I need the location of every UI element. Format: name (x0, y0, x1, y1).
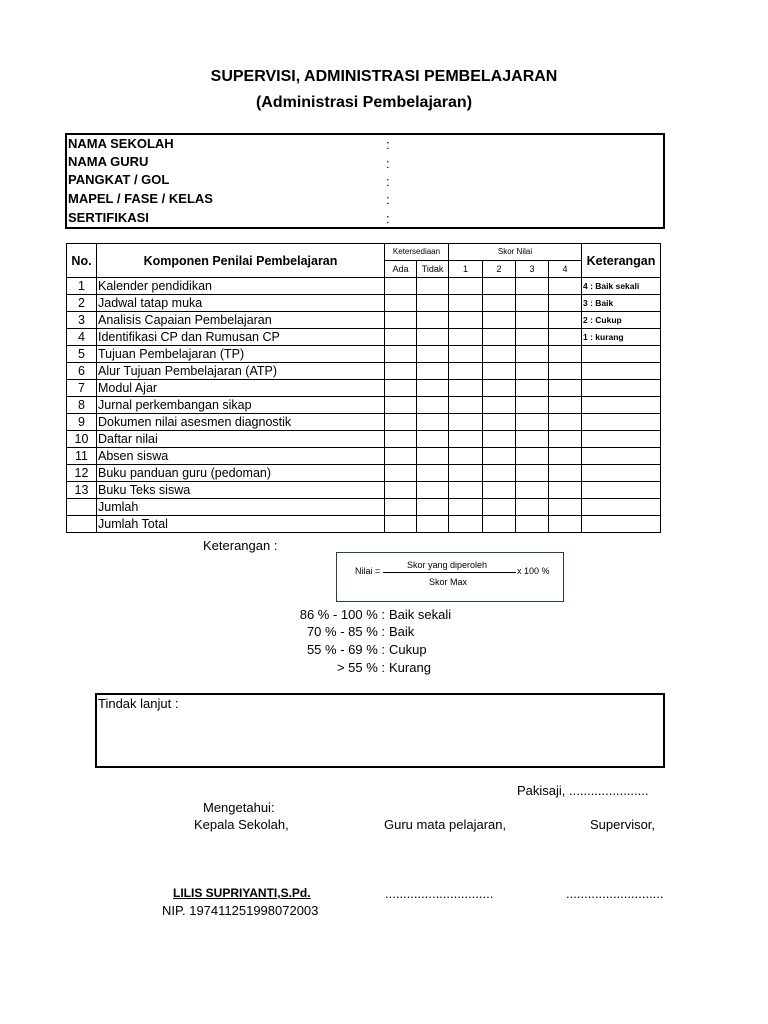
cell-score-3 (516, 397, 549, 414)
row-keterangan: 3 : Baik (582, 295, 661, 312)
cell-score-1 (449, 312, 483, 329)
formula-multiplier: x 100 % (517, 566, 550, 576)
row-number: 4 (67, 329, 97, 346)
table-row (67, 295, 661, 312)
table-row (67, 380, 661, 397)
cell-score-2 (483, 278, 516, 295)
cell-score-4 (549, 448, 582, 465)
cell-score-4 (549, 397, 582, 414)
cell-tidak (417, 414, 449, 431)
header-tidak: Tidak (417, 261, 449, 278)
cell-ada (385, 516, 417, 533)
header-score-3: 3 (516, 261, 549, 278)
cell-score-4 (549, 465, 582, 482)
cell-score-1 (449, 499, 483, 516)
table-row (67, 482, 661, 499)
identity-colon: : (386, 156, 390, 171)
guru-signature-line: .............................. (385, 886, 494, 901)
row-item: Jumlah (97, 499, 385, 516)
cell-score-2 (483, 482, 516, 499)
cell-ada (385, 329, 417, 346)
row-item: Identifikasi CP dan Rumusan CP (97, 329, 385, 346)
row-keterangan (582, 499, 661, 516)
row-keterangan: 4 : Baik sekali (582, 278, 661, 295)
cell-score-2 (483, 380, 516, 397)
page-title: SUPERVISI, ADMINISTRASI PEMBELAJARAN (210, 68, 558, 85)
cell-score-2 (483, 397, 516, 414)
header-keterangan: Keterangan (582, 244, 661, 278)
cell-score-3 (516, 465, 549, 482)
cell-score-2 (483, 499, 516, 516)
cell-tidak (417, 278, 449, 295)
cell-score-3 (516, 516, 549, 533)
scale-range: 86 % - 100 % : (299, 607, 385, 622)
table-row (67, 312, 661, 329)
header-skor: Skor Nilai (449, 244, 582, 261)
cell-score-3 (516, 499, 549, 516)
cell-ada (385, 431, 417, 448)
cell-tidak (417, 448, 449, 465)
cell-score-2 (483, 431, 516, 448)
cell-score-4 (549, 516, 582, 533)
cell-tidak (417, 312, 449, 329)
row-item: Jadwal tatap muka (97, 295, 385, 312)
cell-score-1 (449, 278, 483, 295)
cell-score-4 (549, 363, 582, 380)
table-row (67, 414, 661, 431)
row-keterangan (582, 431, 661, 448)
table-row (67, 516, 661, 533)
supervisor-label: Supervisor, (590, 817, 656, 832)
table-row (67, 431, 661, 448)
cell-tidak (417, 363, 449, 380)
cell-tidak (417, 346, 449, 363)
row-keterangan (582, 516, 661, 533)
scale-label: Baik (389, 624, 415, 639)
identity-colon: : (386, 174, 390, 189)
row-item: Analisis Capaian Pembelajaran (97, 312, 385, 329)
page-subtitle: (Administrasi Pembelajaran) (255, 94, 473, 111)
header-komponen: Komponen Penilai Pembelajaran (97, 244, 385, 278)
cell-ada (385, 346, 417, 363)
row-item: Kalender pendidikan (97, 278, 385, 295)
keterangan-label: Keterangan : (203, 538, 278, 553)
identity-label-subject: MAPEL / FASE / KELAS (68, 191, 213, 206)
cell-ada (385, 465, 417, 482)
cell-tidak (417, 397, 449, 414)
cell-ada (385, 380, 417, 397)
cell-score-1 (449, 516, 483, 533)
cell-score-4 (549, 482, 582, 499)
scale-range: > 55 % : (336, 660, 385, 675)
cell-ada (385, 295, 417, 312)
place-date: Pakisaji, ...................... (517, 783, 649, 798)
cell-score-3 (516, 278, 549, 295)
row-keterangan (582, 363, 661, 380)
row-item: Dokumen nilai asesmen diagnostik (97, 414, 385, 431)
cell-score-1 (449, 346, 483, 363)
table-row (67, 363, 661, 380)
cell-score-2 (483, 448, 516, 465)
cell-score-1 (449, 363, 483, 380)
row-item: Tujuan Pembelajaran (TP) (97, 346, 385, 363)
identity-colon: : (386, 211, 390, 226)
row-keterangan (582, 482, 661, 499)
formula-fraction-line (383, 572, 516, 573)
tindak-lanjut-label: Tindak lanjut : (98, 696, 179, 711)
row-item: Modul Ajar (97, 380, 385, 397)
cell-score-1 (449, 414, 483, 431)
cell-tidak (417, 482, 449, 499)
identity-label-rank: PANGKAT / GOL (68, 172, 170, 187)
tindak-lanjut-box (95, 693, 665, 768)
cell-tidak (417, 295, 449, 312)
row-keterangan (582, 346, 661, 363)
cell-score-1 (449, 295, 483, 312)
formula-denominator: Skor Max (429, 577, 468, 587)
scale-range: 55 % - 69 % : (306, 642, 385, 657)
identity-colon: : (386, 192, 390, 207)
cell-score-4 (549, 312, 582, 329)
row-number: 9 (67, 414, 97, 431)
cell-score-3 (516, 346, 549, 363)
cell-tidak (417, 516, 449, 533)
row-number: 13 (67, 482, 97, 499)
row-item: Buku panduan guru (pedoman) (97, 465, 385, 482)
row-number: 3 (67, 312, 97, 329)
cell-ada (385, 312, 417, 329)
header-ada: Ada (385, 261, 417, 278)
row-number: 12 (67, 465, 97, 482)
table-row (67, 278, 661, 295)
cell-score-3 (516, 448, 549, 465)
row-item: Daftar nilai (97, 431, 385, 448)
cell-ada (385, 397, 417, 414)
row-number: 1 (67, 278, 97, 295)
cell-score-4 (549, 278, 582, 295)
cell-score-3 (516, 482, 549, 499)
row-keterangan: 2 : Cukup (582, 312, 661, 329)
cell-tidak (417, 380, 449, 397)
row-item: Jurnal perkembangan sikap (97, 397, 385, 414)
cell-tidak (417, 329, 449, 346)
identity-colon: : (386, 137, 390, 152)
cell-score-3 (516, 312, 549, 329)
row-keterangan (582, 397, 661, 414)
cell-score-2 (483, 414, 516, 431)
cell-score-1 (449, 482, 483, 499)
row-item: Absen siswa (97, 448, 385, 465)
cell-score-3 (516, 363, 549, 380)
table-row (67, 499, 661, 516)
identity-box (65, 133, 665, 229)
mengetahui-label: Mengetahui: (203, 800, 275, 815)
supervisor-signature-line: ........................... (566, 886, 664, 901)
cell-score-2 (483, 329, 516, 346)
row-number: 11 (67, 448, 97, 465)
cell-score-3 (516, 295, 549, 312)
cell-score-3 (516, 414, 549, 431)
row-number: 2 (67, 295, 97, 312)
cell-ada (385, 414, 417, 431)
row-number: 7 (67, 380, 97, 397)
row-keterangan (582, 414, 661, 431)
cell-score-4 (549, 499, 582, 516)
cell-score-1 (449, 448, 483, 465)
scale-label: Baik sekali (389, 607, 452, 622)
scale-range: 70 % - 85 % : (306, 624, 385, 639)
header-score-1: 1 (449, 261, 483, 278)
scale-label: Kurang (389, 660, 431, 675)
row-keterangan (582, 380, 661, 397)
cell-score-2 (483, 312, 516, 329)
cell-ada (385, 482, 417, 499)
cell-ada (385, 448, 417, 465)
header-ketersediaan: Ketersediaan (385, 244, 449, 261)
cell-score-1 (449, 465, 483, 482)
row-number (67, 499, 97, 516)
table-row (67, 329, 661, 346)
cell-score-4 (549, 346, 582, 363)
cell-score-4 (549, 295, 582, 312)
cell-score-4 (549, 414, 582, 431)
table-row (67, 397, 661, 414)
cell-tidak (417, 431, 449, 448)
table-row (67, 448, 661, 465)
row-keterangan: 1 : kurang (582, 329, 661, 346)
identity-label-teacher: NAMA GURU (68, 154, 149, 169)
cell-tidak (417, 465, 449, 482)
cell-score-3 (516, 431, 549, 448)
cell-ada (385, 363, 417, 380)
cell-score-3 (516, 329, 549, 346)
cell-ada (385, 499, 417, 516)
identity-label-school: NAMA SEKOLAH (68, 136, 174, 151)
row-number: 6 (67, 363, 97, 380)
guru-label: Guru mata pelajaran, (384, 817, 507, 832)
formula-nilai: Nilai = (355, 566, 381, 576)
cell-score-1 (449, 397, 483, 414)
row-keterangan (582, 465, 661, 482)
cell-score-4 (549, 380, 582, 397)
nip: NIP. 197411251998072003 (162, 903, 319, 918)
row-number: 10 (67, 431, 97, 448)
scale-label: Cukup (389, 642, 427, 657)
kepala-sekolah-label: Kepala Sekolah, (194, 817, 289, 832)
cell-score-1 (449, 431, 483, 448)
assessment-table (66, 243, 661, 533)
identity-label-certification: SERTIFIKASI (68, 210, 149, 225)
row-item: Buku Teks siswa (97, 482, 385, 499)
cell-score-2 (483, 295, 516, 312)
row-number: 5 (67, 346, 97, 363)
header-score-4: 4 (549, 261, 582, 278)
row-item: Jumlah Total (97, 516, 385, 533)
cell-ada (385, 278, 417, 295)
cell-score-4 (549, 431, 582, 448)
kepala-name: LILIS SUPRIYANTI,S.Pd. (173, 886, 311, 900)
row-number: 8 (67, 397, 97, 414)
cell-score-2 (483, 363, 516, 380)
cell-score-2 (483, 465, 516, 482)
row-number (67, 516, 97, 533)
cell-score-3 (516, 380, 549, 397)
row-keterangan (582, 448, 661, 465)
cell-tidak (417, 499, 449, 516)
cell-score-4 (549, 329, 582, 346)
cell-score-2 (483, 516, 516, 533)
header-score-2: 2 (483, 261, 516, 278)
formula-numerator: Skor yang diperoleh (407, 560, 488, 570)
header-no: No. (67, 244, 97, 278)
cell-score-1 (449, 329, 483, 346)
table-row (67, 465, 661, 482)
cell-score-1 (449, 380, 483, 397)
table-row (67, 346, 661, 363)
row-item: Alur Tujuan Pembelajaran (ATP) (97, 363, 385, 380)
cell-score-2 (483, 346, 516, 363)
